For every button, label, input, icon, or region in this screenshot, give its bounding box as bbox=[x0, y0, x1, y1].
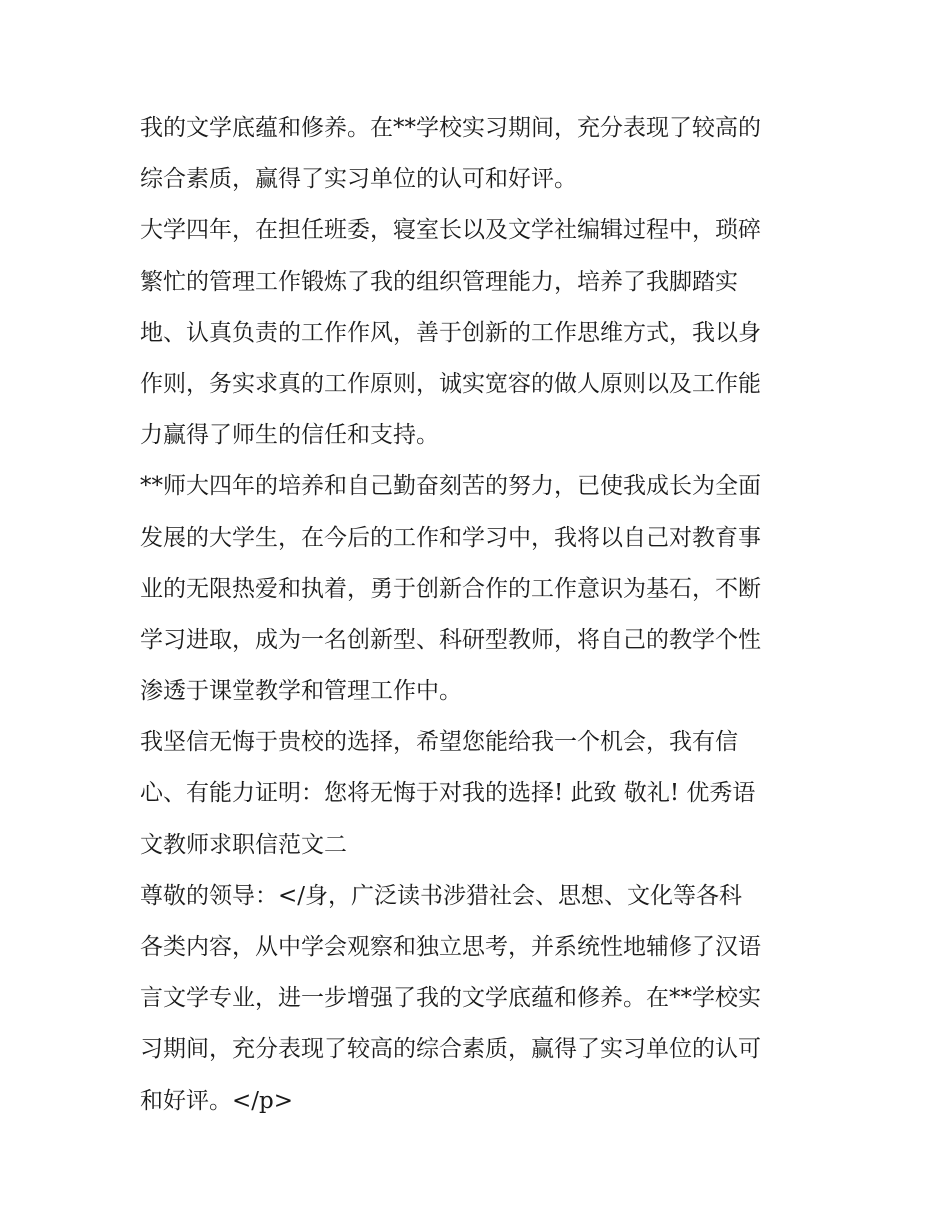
text-line: 习期间，充分表现了较高的综合素质，赢得了实习单位的认可 bbox=[140, 1036, 761, 1063]
text-line: 心、有能力证明：您将无悔于对我的选择! 此致 敬礼! 优秀语 bbox=[140, 780, 756, 807]
text-line: 各类内容，从中学会观察和独立思考，并系统性地辅修了汉语 bbox=[140, 934, 761, 960]
text-line: 学习进取，成为一名创新型、科研型教师，将自己的教学个性 bbox=[140, 626, 761, 653]
text-line: 繁忙的管理工作锻炼了我的组织管理能力，培养了我脚踏实 bbox=[140, 268, 738, 295]
text-line: 文教师求职信范文二 bbox=[140, 831, 347, 858]
text-line: 我坚信无悔于贵校的选择，希望您能给我一个机会，我有信 bbox=[140, 729, 738, 756]
text-line: 力赢得了师生的信任和支持。 bbox=[140, 422, 439, 449]
text-line: 发展的大学生，在今后的工作和学习中，我将以自己对教育事 bbox=[140, 524, 761, 551]
text-line: 综合素质，赢得了实习单位的认可和好评。 bbox=[140, 166, 577, 193]
text-line: 渗透于课堂教学和管理工作中。 bbox=[140, 678, 462, 705]
text-line: **师大四年的培养和自己勤奋刻苦的努力，已使我成长为全面 bbox=[140, 473, 761, 500]
text-line: 作则，务实求真的工作原则，诚实宽容的做人原则以及工作能 bbox=[140, 370, 761, 397]
document-body bbox=[140, 103, 820, 1127]
text-line: 我的文学底蕴和修养。在**学校实习期间，充分表现了较高的 bbox=[140, 115, 761, 141]
text-line: 业的无限热爱和执着，勇于创新合作的工作意识为基石，不断 bbox=[140, 575, 761, 602]
text-line: 尊敬的领导：</身，广泛读书涉猎社会、思想、文化等各科 bbox=[140, 882, 743, 909]
text-line: 大学四年，在担任班委，寝室长以及文学社编辑过程中，琐碎 bbox=[140, 217, 761, 244]
text-line: 言文学专业，进一步增强了我的文学底蕴和修养。在**学校实 bbox=[140, 985, 761, 1012]
text-line: 地、认真负责的工作作风，善于创新的工作思维方式，我以身 bbox=[140, 319, 761, 346]
text-line: 和好评。</p> bbox=[140, 1087, 294, 1114]
